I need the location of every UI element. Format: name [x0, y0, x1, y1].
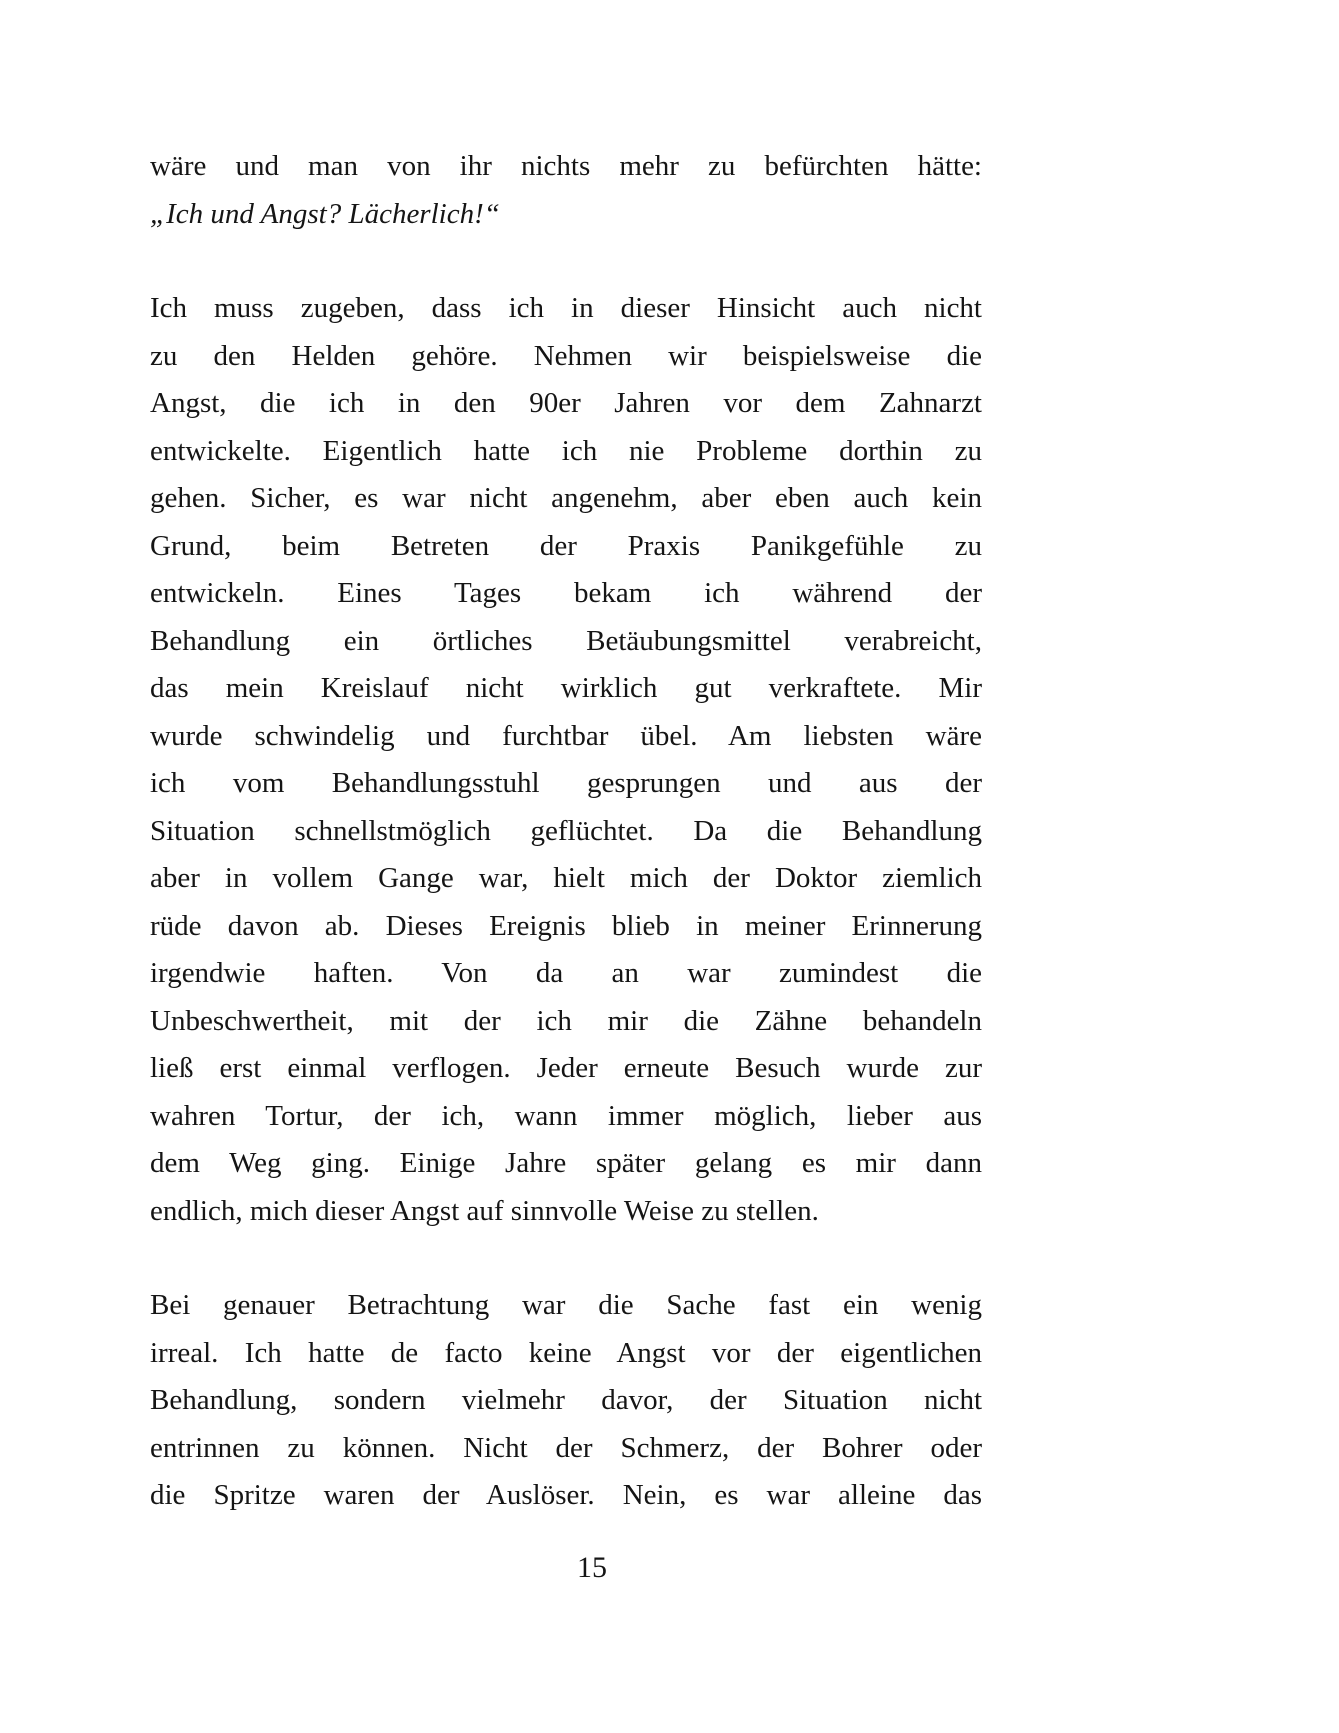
- text-line: dem Weg ging. Einige Jahre später gelang es mir dann: [150, 1147, 982, 1179]
- text-line: wurde schwindelig und furchtbar übel. Am liebsten wäre: [150, 719, 982, 752]
- paragraph: [150, 1282, 982, 1520]
- text-line: gehen. Sicher, es war nicht angenehm, aber eben auch kein: [150, 482, 982, 514]
- text-line: „Ich und Angst? Lächerlich!“: [150, 197, 500, 230]
- paragraph: [150, 143, 982, 238]
- text-line: Behandlung, sondern vielmehr davor, der Situation nicht: [150, 1384, 982, 1416]
- text-line: ich vom Behandlungsstuhl gesprungen und aus der: [150, 767, 982, 799]
- text-line: die Spritze waren der Auslöser. Nein, es war alleine das: [150, 1479, 982, 1511]
- text-line: Angst, die ich in den 90er Jahren vor dem Zahnarzt: [150, 387, 982, 419]
- page-number-row: [150, 1548, 1034, 1588]
- text-line: Grund, beim Betreten der Praxis Panikgefühle zu: [150, 529, 982, 562]
- text-line: endlich, mich dieser Angst auf sinnvolle Weise zu stellen.: [150, 1194, 819, 1227]
- text-line: wäre und man von ihr nichts mehr zu befürchten hätte:: [150, 150, 982, 182]
- paragraph: [150, 285, 982, 1235]
- text-line: Behandlung ein örtliches Betäubungsmittel verabreicht,: [150, 624, 982, 657]
- text-line: entrinnen zu können. Nicht der Schmerz, der Bohrer oder: [150, 1431, 982, 1464]
- text-line: Ich muss zugeben, dass ich in dieser Hinsicht auch nicht: [150, 292, 982, 324]
- text-line: entwickelte. Eigentlich hatte ich nie Probleme dorthin zu: [150, 434, 982, 467]
- text-line: Situation schnellstmöglich geflüchtet. Da die Behandlung: [150, 814, 982, 847]
- text-block: [150, 143, 982, 1520]
- page-number: 15: [577, 1551, 607, 1584]
- text-line: zu den Helden gehöre. Nehmen wir beispielsweise die: [150, 339, 982, 372]
- text-line: Bei genauer Betrachtung war die Sache fast ein wenig: [150, 1289, 982, 1321]
- text-line: aber in vollem Gange war, hielt mich der Doktor ziemlich: [150, 862, 982, 894]
- text-line: ließ erst einmal verflogen. Jeder erneute Besuch wurde zur: [150, 1052, 982, 1084]
- text-line: Unbeschwertheit, mit der ich mir die Zähne behandeln: [150, 1004, 982, 1037]
- text-line: entwickeln. Eines Tages bekam ich während der: [150, 577, 982, 609]
- text-line: wahren Tortur, der ich, wann immer möglich, lieber aus: [150, 1099, 982, 1132]
- text-line: irgendwie haften. Von da an war zumindest die: [150, 957, 982, 989]
- text-line: das mein Kreislauf nicht wirklich gut verkraftete. Mir: [150, 672, 982, 704]
- text-line: irreal. Ich hatte de facto keine Angst vor der eigentlichen: [150, 1336, 982, 1369]
- text-line: rüde davon ab. Dieses Ereignis blieb in meiner Erinnerung: [150, 909, 982, 942]
